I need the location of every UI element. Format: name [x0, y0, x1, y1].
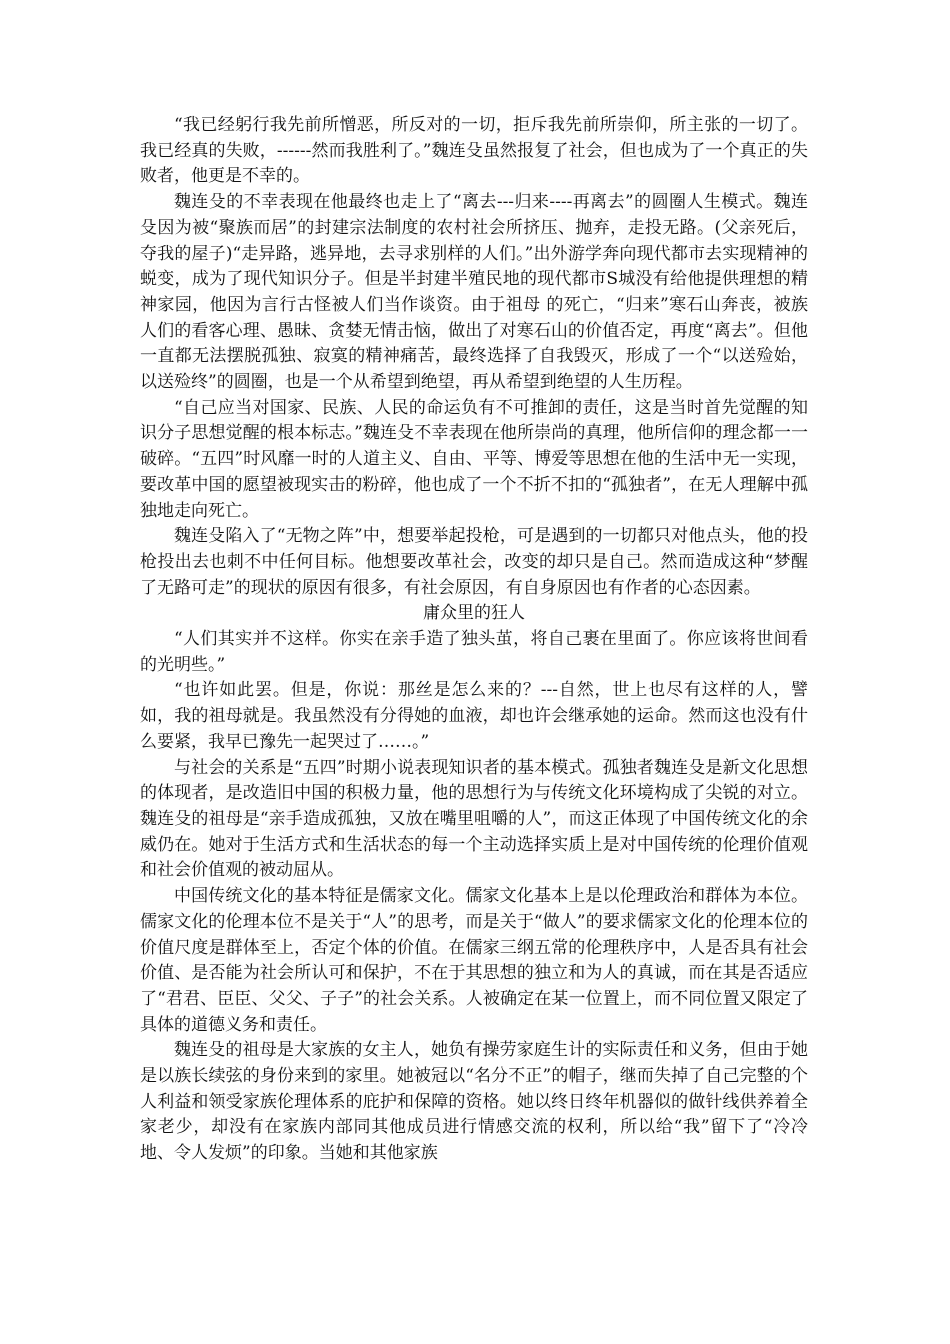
paragraph: 魏连殳陷入了“无物之阵”中，想要举起投枪，可是遇到的一切都只对他点头，他的投枪投出去也刺不中任何目标。他想要改革社会，改变的却只是自己。然而造成这种“梦醒了无路可走”的现状的原因有很多，有社会原因，有自身原因也有作者的心态因素。 — [140, 526, 808, 598]
paragraph: 魏连殳的不幸表现在他最终也走上了“离去---归来----再离去”的圆圈人生模式。魏连殳因为被“聚族而居”的封建宗法制度的农村社会所挤压、抛弃，走投无路。(父亲死后，夺我的屋子)“走异路，逃异地，去寻求别样的人们。”出外游学奔向现代都市去实现精神的蜕变，成为了现代知识分子。但是半封建半殖民地的现代都市S城没有给他提供理想的精神家园，他因为言行古怪被人们当作谈资。由于祖母 的死亡，“归来”寒石山奔丧，被族人们的看客心理、愚昧、贪婪无情击恼，做出了对寒石山的价值否定，再度“离去”。但他一直都无法摆脱孤独、寂寞的精神痛苦，最终选择了自我毁灭，形成了一个“以送殓始，以送殓终”的圆圈，也是一个从希望到绝望，再从希望到绝望的人生历程。 — [140, 192, 808, 393]
paragraph: 与社会的关系是“五四”时期小说表现知识者的基本模式。孤独者魏连殳是新文化思想的体现者，是改造旧中国的积极力量，他的思想行为与传统文化环境构成了尖锐的对立。魏连殳的祖母是“亲手造成孤独，又放在嘴里咀嚼的人”，而这正体现了中国传统文化的余威仍在。她对于生活方式和生活状态的每一个主动选择实质上是对中国传统的伦理价值观和社会价值观的被动屈从。 — [140, 757, 808, 881]
paragraph: “人们其实并不这样。你实在亲手造了独头茧，将自己裹在里面了。你应该将世间看的光明些。” — [140, 629, 808, 675]
section-heading: 庸众里的狂人 — [423, 603, 525, 624]
document-page — [140, 113, 808, 1167]
paragraph: 魏连殳的祖母是大家族的女主人，她负有操劳家庭生计的实际责任和义务，但由于她是以族长续弦的身份来到的家里。她被冠以“名分不正”的帽子，继而失掉了自己完整的个人利益和领受家族伦理体系的庇护和保障的资格。她以终日终年机器似的做针线供养着全家老少，却没有在家族内部同其他成员进行情感交流的权利，所以给“我”留下了“冷冷地、令人发烦”的印象。当她和其他家族 — [140, 1040, 808, 1164]
paragraph: “我已经躬行我先前所憎恶，所反对的一切，拒斥我先前所崇仰，所主张的一切了。我已经真的失败，------然而我胜利了。”魏连殳虽然报复了社会，但也成为了一个真正的失败者，他更是不幸的。 — [140, 115, 808, 187]
paragraph: “也许如此罢。但是，你说：那丝是怎么来的？---自然，世上也尽有这样的人，譬如，我的祖母就是。我虽然没有分得她的血液，却也许会继承她的运命。然而这也没有什么要紧，我早已豫先一起哭过了……。” — [140, 680, 808, 752]
paragraph: “自己应当对国家、民族、人民的命运负有不可推卸的责任，这是当时首先觉醒的知识分子思想觉醒的根本标志。”魏连殳不幸表现在他所崇尚的真理，他所信仰的理念都一一破碎。“五四”时风靡一时的人道主义、自由、平等、博爱等思想在他的生活中无一实现，要改革中国的愿望被现实击的粉碎，他也成了一个不折不扣的“孤独者”，在无人理解中孤独地走向死亡。 — [140, 397, 808, 521]
paragraph: 中国传统文化的基本特征是儒家文化。儒家文化基本上是以伦理政治和群体为本位。儒家文化的伦理本位不是关于“人”的思考，而是关于“做人”的要求儒家文化的伦理本位的价值尺度是群体至上，否定个体的价值。在儒家三纲五常的伦理秩序中，人是否具有社会价值、是否能为社会所认可和保护，不在于其思想的独立和为人的真诚，而在其是否适应了“君君、臣臣、父父、子子”的社会关系。人被确定在某一位置上，而不同位置又限定了具体的道德义务和责任。 — [140, 886, 808, 1035]
